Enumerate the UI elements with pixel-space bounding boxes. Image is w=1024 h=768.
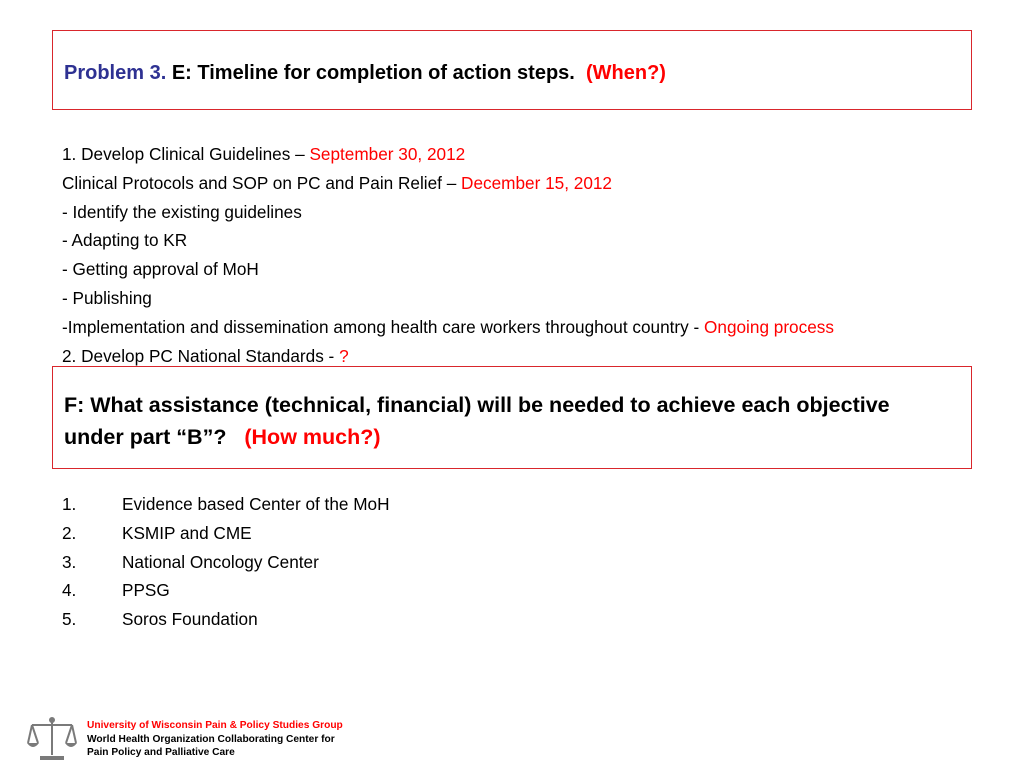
section-e-title-box	[52, 30, 972, 110]
problem-label: Problem 3.	[64, 62, 167, 84]
timeline-line	[62, 198, 834, 227]
timeline-line	[62, 140, 834, 169]
timeline-text: 1. Develop Clinical Guidelines –	[62, 144, 310, 164]
section-f-title-box	[52, 366, 972, 469]
section-e-title	[64, 59, 666, 87]
list-text: KSMIP and CME	[122, 522, 252, 543]
timeline-date: September 30, 2012	[309, 144, 466, 164]
section-f-title	[64, 389, 954, 453]
timeline-text: - Identify the existing guidelines	[62, 201, 302, 222]
timeline-date: December 15, 2012	[461, 172, 612, 193]
footer-text	[87, 719, 343, 760]
assistance-list	[62, 490, 390, 634]
timeline-status: Ongoing process	[704, 316, 834, 337]
list-number: 2.	[62, 522, 77, 543]
timeline-text: - Adapting to KR	[62, 230, 188, 251]
list-item	[62, 519, 390, 548]
timeline-text: Clinical Protocols and SOP on PC and Pain Relief –	[62, 172, 462, 193]
timeline-line	[62, 255, 834, 284]
timeline-text: - Getting approval of MoH	[62, 259, 259, 280]
timeline-list	[62, 140, 834, 370]
section-f-heading: F: What assistance (technical, financial) will be needed to achieve each objective under part “B”?	[64, 393, 890, 449]
list-number: 4.	[62, 580, 77, 601]
timeline-line	[62, 169, 834, 198]
footer-center-line: Pain Policy and Palliative Care	[87, 747, 235, 758]
list-item	[62, 605, 390, 634]
list-number: 1.	[62, 494, 77, 514]
list-number: 5.	[62, 609, 77, 630]
footer-who-line: World Health Organization Collaborating Center for	[87, 733, 335, 745]
timeline-line	[62, 313, 834, 342]
scales-of-justice-icon	[26, 715, 78, 761]
timeline-line	[62, 284, 834, 313]
list-item	[62, 548, 390, 577]
timeline-text: 2. Develop PC National Standards -	[62, 345, 340, 366]
when-label: (When?)	[585, 62, 666, 84]
list-item	[62, 490, 390, 519]
timeline-status: ?	[339, 345, 349, 366]
list-text: National Oncology Center	[122, 551, 319, 572]
section-e-heading: E: Timeline for completion of action steps.	[171, 62, 575, 84]
list-text: Evidence based Center of the MoH	[122, 494, 390, 514]
footer-organization: University of Wisconsin Pain & Policy Studies Group	[87, 720, 343, 731]
timeline-line	[62, 226, 834, 255]
list-text: Soros Foundation	[122, 609, 258, 630]
timeline-text: -Implementation and dissemination among health care workers throughout country -	[62, 316, 705, 337]
list-number: 3.	[62, 551, 77, 572]
list-item	[62, 576, 390, 605]
how-much-label: (How much?)	[244, 425, 381, 449]
list-text: PPSG	[122, 580, 170, 601]
timeline-text: - Publishing	[62, 287, 152, 308]
